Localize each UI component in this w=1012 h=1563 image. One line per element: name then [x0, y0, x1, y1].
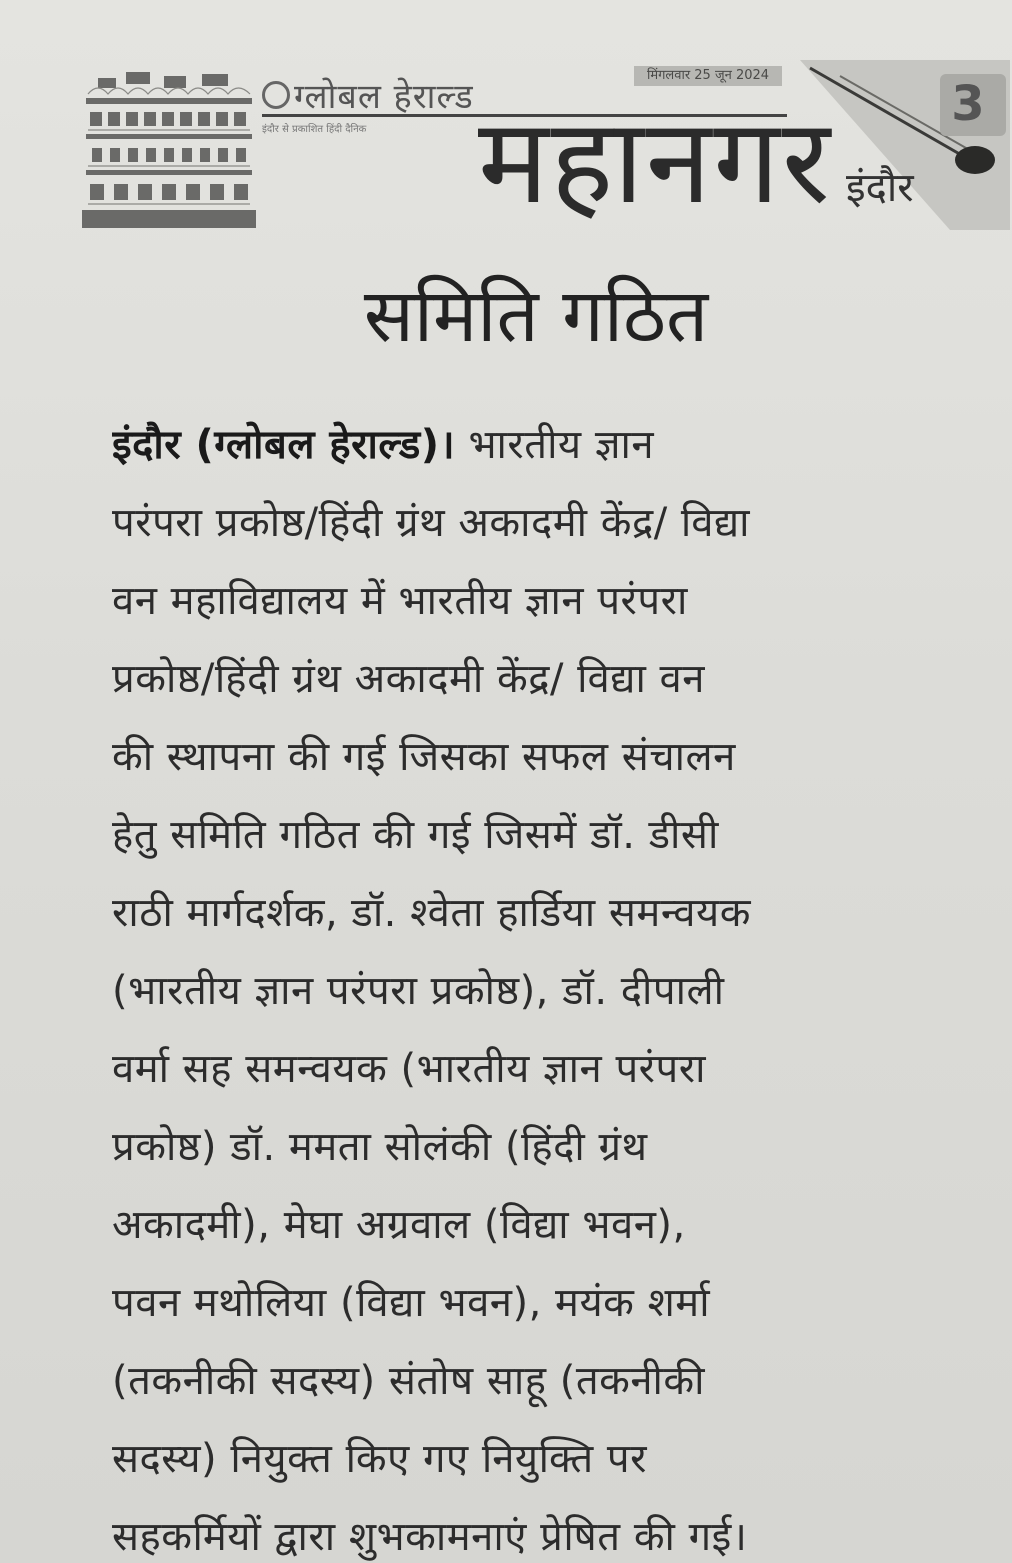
article-line: (भारतीय ज्ञान परंपरा प्रकोष्ठ), डॉ. दीपाली — [112, 968, 725, 1014]
article-line: वर्मा सह समन्वयक (भारतीय ज्ञान परंपरा — [112, 1046, 706, 1092]
article-line: (तकनीकी सदस्य) संतोष साहू (तकनीकी — [112, 1358, 705, 1404]
article-line: सहकर्मियों द्वारा शुभकामनाएं प्रेषित की गई। — [112, 1514, 748, 1560]
tagline: इंदौर से प्रकाशित हिंदी दैनिक — [262, 124, 367, 135]
article-line: राठी मार्गदर्शक, डॉ. श्वेता हार्डिया समन्वयक — [112, 890, 751, 936]
palace-illustration — [78, 64, 260, 234]
edition-city: इंदौर — [846, 165, 914, 211]
article-dateline: इंदौर (ग्लोबल हेराल्ड)। — [112, 422, 456, 468]
article-line-text: भारतीय ज्ञान — [468, 422, 655, 468]
article-line: सदस्य) नियुक्त किए गए नियुक्ति पर — [112, 1436, 647, 1482]
brand-name — [262, 72, 474, 118]
edition-title: महानगर — [478, 92, 832, 230]
article-line: अकादमी), मेघा अग्रवाल (विद्या भवन), — [112, 1202, 686, 1248]
article-line: की स्थापना की गई जिसका सफल संचालन — [112, 734, 736, 780]
article-body — [112, 406, 952, 1563]
article-headline: समिति गठित — [363, 273, 709, 359]
masthead — [0, 0, 1012, 260]
article-line: हेतु समिति गठित की गई जिसमें डॉ. डीसी — [112, 812, 719, 858]
article-line: वन महाविद्यालय में भारतीय ज्ञान परंपरा — [112, 578, 688, 624]
issue-date: मिंगलवार 25 जून 2024 — [634, 66, 782, 86]
article-line: पवन मथोलिया (विद्या भवन), मयंक शर्मा — [112, 1280, 711, 1326]
brand-logo-icon — [262, 81, 290, 109]
brand-text: ग्लोबल हेराल्ड — [294, 77, 474, 117]
page-number: 3 — [951, 76, 985, 132]
article-line: परंपरा प्रकोष्ठ/हिंदी ग्रंथ अकादमी केंद्र/ विद्या — [112, 500, 751, 546]
article-line: प्रकोष्ठ/हिंदी ग्रंथ अकादमी केंद्र/ विद्या वन — [112, 656, 705, 702]
article-line: प्रकोष्ठ) डॉ. ममता सोलंकी (हिंदी ग्रंथ — [112, 1124, 648, 1170]
article-line — [112, 406, 952, 484]
